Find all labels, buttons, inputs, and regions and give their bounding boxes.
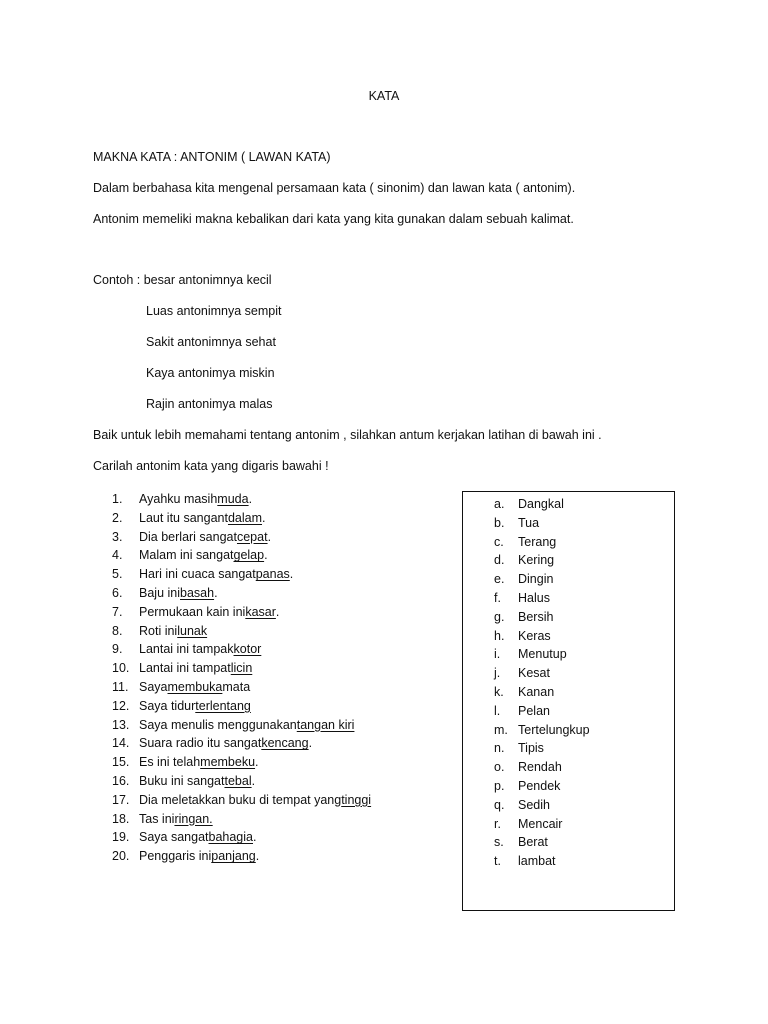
question-item [112,622,371,641]
answer-letter: h. [494,628,505,643]
question-text: Penggaris ini [139,849,212,864]
question-number: 20. [112,849,130,864]
question-item [112,810,371,829]
answer-word: Sedih [518,797,550,812]
question-list [112,490,371,866]
underlined-word: panjang [211,849,256,864]
underlined-word: lunak [177,623,208,638]
intro-paragraph-2: Antonim memeliki makna kebalikan dari kata yang kita gunakan dalam sebuah kalimat. [93,212,574,226]
answer-word: Terang [518,534,557,549]
answer-word: Kanan [518,684,555,699]
underlined-word: cepat [236,529,268,544]
underlined-word: panas [255,567,290,582]
underlined-word: kencang [261,736,309,751]
question-number: 8. [112,623,123,638]
question-item [112,678,371,697]
underlined-word: tinggi [341,792,372,807]
question-item [112,659,371,678]
question-item [112,603,371,622]
answer-letter: i. [494,647,501,662]
underlined-word: membuka [167,679,223,694]
question-text: Permukaan kain ini [139,604,246,619]
question-number: 1. [112,492,123,506]
answer-word: Tua [518,515,540,530]
answer-item [494,702,590,721]
answer-item [494,570,590,589]
answer-item [494,551,590,570]
question-text: Ayahku masih [139,492,218,506]
answer-word: Dingin [518,572,554,587]
answer-item [494,627,590,646]
question-suffix: . [275,604,280,619]
underlined-word: terlentang [195,698,251,713]
question-suffix: . [214,585,218,600]
answer-item [494,664,590,683]
answer-item [494,796,590,815]
question-item [112,490,371,509]
answer-word: Menutup [518,647,567,662]
answer-item [494,758,590,777]
underlined-word: gelap [233,548,265,563]
question-number: 9. [112,642,123,657]
answer-letter: d. [494,553,505,568]
question-text: Lantai ini tampat [139,661,231,676]
answer-word: Kesat [518,666,550,681]
answer-item [494,495,590,514]
answer-word: Halus [518,590,550,605]
question-number: 12. [112,698,130,713]
question-text: Saya menulis menggunakan [139,717,297,732]
question-text: Roti ini [139,623,178,638]
answer-list [494,495,590,871]
answer-word: Keras [518,628,551,643]
question-item [112,697,371,716]
answer-letter: p. [494,778,505,793]
answer-letter: l. [494,703,501,718]
question-suffix: . [255,755,259,770]
underlined-word: muda [217,492,249,506]
underlined-word: dalam [227,510,263,525]
exercise-instruction: Baik untuk lebih memahami tentang antonim , silahkan antum kerjakan latihan di bawah ini . [93,428,602,442]
intro-paragraph-1: Dalam berbahasa kita mengenal persamaan kata ( sinonim) dan lawan kata ( antonim). [93,181,576,195]
answer-word: Rendah [518,760,562,775]
exercise-task: Carilah antonim kata yang digaris bawahi ! [93,459,329,473]
question-number: 11. [112,679,129,694]
question-text: Es ini telah [139,755,201,770]
underlined-word: tebal [224,773,252,788]
answer-word: Mencair [518,816,563,831]
underlined-word: tangan kiri [296,717,355,732]
underlined-word: basah [180,585,215,600]
question-text: Baju ini [139,585,180,600]
question-text: Dia berlari sangat [139,529,237,544]
underlined-word: ringan. [174,811,213,826]
question-suffix: . [255,849,260,864]
example-line: Contoh : besar antonimnya kecil [93,273,272,287]
underlined-word: kotor [233,642,262,657]
answer-item [494,533,590,552]
answer-letter: c. [494,534,504,549]
answer-word: Tipis [518,741,544,756]
answer-letter: q. [494,797,505,812]
answer-item [494,608,590,627]
answer-item [494,683,590,702]
answer-word: Berat [518,835,548,850]
answer-letter: s. [494,835,504,850]
question-number: 2. [112,510,123,525]
question-item [112,772,371,791]
answer-word: Tertelungkup [518,722,590,737]
question-number: 14. [112,736,130,751]
question-item [112,734,371,753]
question-text: Hari ini cuaca sangat [139,567,256,582]
answer-item [494,833,590,852]
answer-item [494,645,590,664]
question-item [112,546,371,565]
question-item [112,753,371,772]
answer-item [494,739,590,758]
question-number: 6. [112,585,123,600]
answer-item [494,815,590,834]
answer-word: Pendek [518,778,561,793]
question-text: Laut itu sangant [139,510,228,525]
answer-word: Dangkal [518,497,564,511]
underlined-word: membeku [200,755,256,770]
question-text: Suara radio itu sangat [139,736,262,751]
answer-letter: b. [494,515,505,530]
question-number: 10. [112,661,130,676]
question-text: Tas ini [139,811,175,826]
question-suffix: mata [222,679,251,694]
question-number: 5. [112,567,123,582]
answer-item [494,589,590,608]
answer-letter: n. [494,741,505,756]
question-item [112,584,371,603]
page-title: KATA [368,89,400,103]
answer-word: Pelan [518,703,550,718]
answer-letter: e. [494,572,505,587]
question-suffix: . [251,773,256,788]
answer-letter: k. [494,684,504,699]
question-item [112,791,371,810]
question-number: 15. [112,755,130,770]
question-suffix: . [253,830,257,845]
question-number: 7. [112,604,123,619]
answer-item [494,514,590,533]
question-item [112,828,371,847]
question-text: Saya [139,679,168,694]
question-item [112,528,371,547]
question-suffix: . [308,736,313,751]
question-text: Saya sangat [139,830,209,845]
question-text: Lantai ini tampak [139,642,234,657]
question-number: 19. [112,830,130,845]
question-item [112,565,371,584]
question-number: 13. [112,717,130,732]
answer-item [494,721,590,740]
answer-letter: t. [494,854,501,869]
answer-word: Bersih [518,609,554,624]
question-suffix: . [289,567,294,582]
example-line: Kaya antonimya miskin [146,366,275,380]
question-number: 4. [112,548,123,563]
answer-item [494,852,590,871]
question-number: 16. [112,773,130,788]
answer-letter: m. [494,722,508,737]
question-suffix: . [264,548,268,563]
question-suffix: . [248,492,253,506]
answer-letter: g. [494,609,505,624]
answer-item [494,777,590,796]
answer-letter: a. [494,497,505,511]
question-item [112,847,371,866]
example-line: Sakit antonimnya sehat [146,335,276,349]
question-text: Malam ini sangat [139,548,234,563]
question-number: 3. [112,529,123,544]
question-number: 17. [112,792,130,807]
question-text: Saya tidur [139,698,196,713]
question-number: 18. [112,811,130,826]
answer-word: lambat [518,854,556,869]
example-line: Luas antonimnya sempit [146,304,282,318]
example-line: Rajin antonimya malas [146,397,273,411]
answer-word: Kering [518,553,555,568]
answer-letter: o. [494,760,505,775]
question-item [112,640,371,659]
underlined-word: bahagia [208,830,253,845]
question-text: Buku ini sangat [139,773,225,788]
question-suffix: . [262,510,266,525]
question-text: Dia meletakkan buku di tempat yang [139,792,342,807]
answer-letter: f. [494,590,501,605]
underlined-word: licin [230,661,253,676]
answer-letter: j. [494,666,501,681]
question-item [112,716,371,735]
section-heading: MAKNA KATA : ANTONIM ( LAWAN KATA) [93,150,331,164]
question-item [112,509,371,528]
underlined-word: kasar [245,604,276,619]
question-suffix: . [267,529,272,544]
answer-letter: r. [494,816,501,831]
